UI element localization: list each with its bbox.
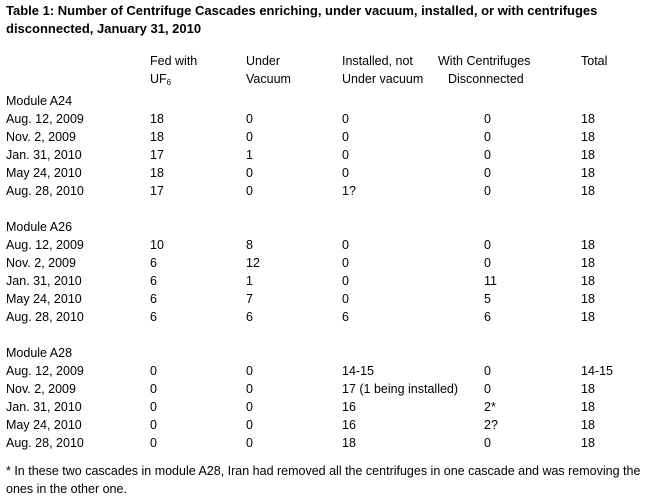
cell-fed-with-uf6: 17 — [150, 184, 164, 198]
table-row — [0, 128, 670, 146]
cell-under-vacuum: 7 — [246, 292, 253, 306]
table-row — [0, 110, 670, 128]
cell-fed-with-uf6: 0 — [150, 382, 157, 396]
cell-centrifuges-disconnected: 0 — [484, 436, 491, 450]
cell-centrifuges-disconnected: 0 — [484, 184, 491, 198]
cell-under-vacuum: 0 — [246, 418, 253, 432]
cell-installed-not-under-vacuum: 6 — [342, 310, 349, 324]
table-row — [0, 290, 670, 308]
cell-under-vacuum: 12 — [246, 256, 260, 270]
cell-total: 18 — [581, 112, 595, 126]
cell-fed-with-uf6: 6 — [150, 256, 157, 270]
row-date: Aug. 12, 2009 — [6, 112, 84, 126]
cell-centrifuges-disconnected: 5 — [484, 292, 491, 306]
cell-under-vacuum: 1 — [246, 148, 253, 162]
cell-under-vacuum: 1 — [246, 274, 253, 288]
row-date: May 24, 2010 — [6, 166, 82, 180]
header-installed-not-under-vacuum — [342, 52, 423, 88]
header-cent-line1: With Centrifuges — [438, 54, 531, 68]
cell-centrifuges-disconnected: 0 — [484, 364, 491, 378]
cell-fed-with-uf6: 6 — [150, 310, 157, 324]
row-date: Aug. 12, 2009 — [6, 238, 84, 252]
cell-centrifuges-disconnected: 2* — [484, 400, 496, 414]
cell-installed-not-under-vacuum: 0 — [342, 292, 349, 306]
cell-fed-with-uf6: 6 — [150, 274, 157, 288]
cell-centrifuges-disconnected: 0 — [484, 256, 491, 270]
cell-total: 18 — [581, 166, 595, 180]
cell-installed-not-under-vacuum: 0 — [342, 148, 349, 162]
cell-installed-not-under-vacuum: 0 — [342, 130, 349, 144]
table-row — [0, 416, 670, 434]
module-heading: Module A24 — [6, 94, 73, 108]
row-date: Aug. 28, 2010 — [6, 310, 84, 324]
cell-installed-not-under-vacuum: 0 — [342, 238, 349, 252]
table-row — [0, 380, 670, 398]
row-date: Nov. 2, 2009 — [6, 256, 76, 270]
cell-under-vacuum: 0 — [246, 436, 253, 450]
cell-under-vacuum: 0 — [246, 364, 253, 378]
cell-centrifuges-disconnected: 0 — [484, 130, 491, 144]
cell-fed-with-uf6: 0 — [150, 400, 157, 414]
cell-under-vacuum: 0 — [246, 382, 253, 396]
cell-total: 18 — [581, 274, 595, 288]
cell-centrifuges-disconnected: 0 — [484, 238, 491, 252]
cell-under-vacuum: 6 — [246, 310, 253, 324]
row-date: Jan. 31, 2010 — [6, 148, 82, 162]
cell-centrifuges-disconnected: 11 — [484, 274, 497, 288]
cell-fed-with-uf6: 0 — [150, 418, 157, 432]
cell-centrifuges-disconnected: 0 — [484, 166, 491, 180]
table-row — [0, 146, 670, 164]
table-row — [0, 254, 670, 272]
cell-under-vacuum: 0 — [246, 166, 253, 180]
header-inst-line2: Under vacuum — [342, 72, 424, 86]
cell-total: 18 — [581, 256, 595, 270]
cell-fed-with-uf6: 18 — [150, 166, 164, 180]
cell-centrifuges-disconnected: 0 — [484, 148, 491, 162]
table-row — [0, 362, 670, 380]
cell-centrifuges-disconnected: 0 — [484, 112, 491, 126]
cell-installed-not-under-vacuum: 16 — [342, 400, 356, 414]
cell-installed-not-under-vacuum: 18 — [342, 436, 356, 450]
cell-centrifuges-disconnected: 2? — [484, 418, 498, 432]
cell-total: 18 — [581, 382, 595, 396]
header-inst-line1: Installed, not — [342, 54, 413, 68]
cell-installed-not-under-vacuum: 0 — [342, 112, 349, 126]
cell-installed-not-under-vacuum: 0 — [342, 256, 349, 270]
row-date: Aug. 28, 2010 — [6, 184, 84, 198]
table-row — [0, 398, 670, 416]
header-total: Total — [581, 54, 608, 68]
row-date: Jan. 31, 2010 — [6, 274, 82, 288]
module-heading: Module A26 — [6, 220, 73, 234]
cell-total: 18 — [581, 418, 595, 432]
cell-installed-not-under-vacuum: 14-15 — [342, 364, 374, 378]
table-row — [0, 182, 670, 200]
header-under-vacuum — [246, 52, 291, 88]
table-row — [0, 272, 670, 290]
cell-total: 18 — [581, 400, 595, 414]
cell-under-vacuum: 8 — [246, 238, 253, 252]
row-date: Jan. 31, 2010 — [6, 400, 82, 414]
row-date: May 24, 2010 — [6, 292, 82, 306]
module-heading: Module A28 — [6, 346, 73, 360]
cell-fed-with-uf6: 18 — [150, 130, 164, 144]
cell-under-vacuum: 0 — [246, 184, 253, 198]
cell-fed-with-uf6: 6 — [150, 292, 157, 306]
table-row — [0, 434, 670, 452]
header-vac-line1: Under — [246, 54, 281, 68]
cell-fed-with-uf6: 18 — [150, 112, 164, 126]
footnote: * In these two cascades in module A28, Iran had removed all the centrifuges in one cascade and was removing the ones in the other one. — [6, 464, 641, 496]
cell-total: 18 — [581, 238, 595, 252]
cell-fed-with-uf6: 0 — [150, 364, 157, 378]
row-date: Nov. 2, 2009 — [6, 382, 76, 396]
header-fed-with-uf6 — [150, 52, 197, 92]
cell-under-vacuum: 0 — [246, 400, 253, 414]
cell-installed-not-under-vacuum: 0 — [342, 166, 349, 180]
cell-centrifuges-disconnected: 0 — [484, 382, 491, 396]
row-date: Aug. 12, 2009 — [6, 364, 84, 378]
header-vac-line2: Vacuum — [246, 72, 291, 86]
cell-fed-with-uf6: 0 — [150, 436, 157, 450]
header-cent-line2: Disconnected — [448, 72, 524, 86]
row-date: May 24, 2010 — [6, 418, 82, 432]
header-fed-line1: Fed with — [150, 54, 198, 68]
cell-total: 14-15 — [581, 364, 613, 378]
header-fed-subscript: 6 — [166, 78, 172, 87]
row-date: Nov. 2, 2009 — [6, 130, 76, 144]
row-date: Aug. 28, 2010 — [6, 436, 84, 450]
cell-fed-with-uf6: 10 — [150, 238, 164, 252]
table-title: Table 1: Number of Centrifuge Cascades enriching, under vacuum, installed, or with centrifuges disconnected, January 31, 2010 — [6, 3, 598, 36]
cell-under-vacuum: 0 — [246, 130, 253, 144]
cell-centrifuges-disconnected: 6 — [484, 310, 491, 324]
cell-total: 18 — [581, 184, 595, 198]
cell-installed-not-under-vacuum: 0 — [342, 274, 349, 288]
cell-total: 18 — [581, 292, 595, 306]
cell-installed-not-under-vacuum: 16 — [342, 418, 356, 432]
cell-fed-with-uf6: 17 — [150, 148, 164, 162]
header-fed-line2: $UF_6$ — [150, 72, 172, 87]
cell-installed-not-under-vacuum: 1? — [342, 184, 356, 198]
header-with-centrifuges-disconnected — [438, 52, 530, 88]
cell-total: 18 — [581, 310, 595, 324]
cell-total: 18 — [581, 148, 595, 162]
table-row — [0, 308, 670, 326]
table-row — [0, 236, 670, 254]
cell-total: 18 — [581, 436, 595, 450]
cell-total: 18 — [581, 130, 595, 144]
table-row — [0, 164, 670, 182]
cell-installed-not-under-vacuum: 17 (1 being installed) — [342, 382, 459, 396]
cell-under-vacuum: 0 — [246, 112, 253, 126]
